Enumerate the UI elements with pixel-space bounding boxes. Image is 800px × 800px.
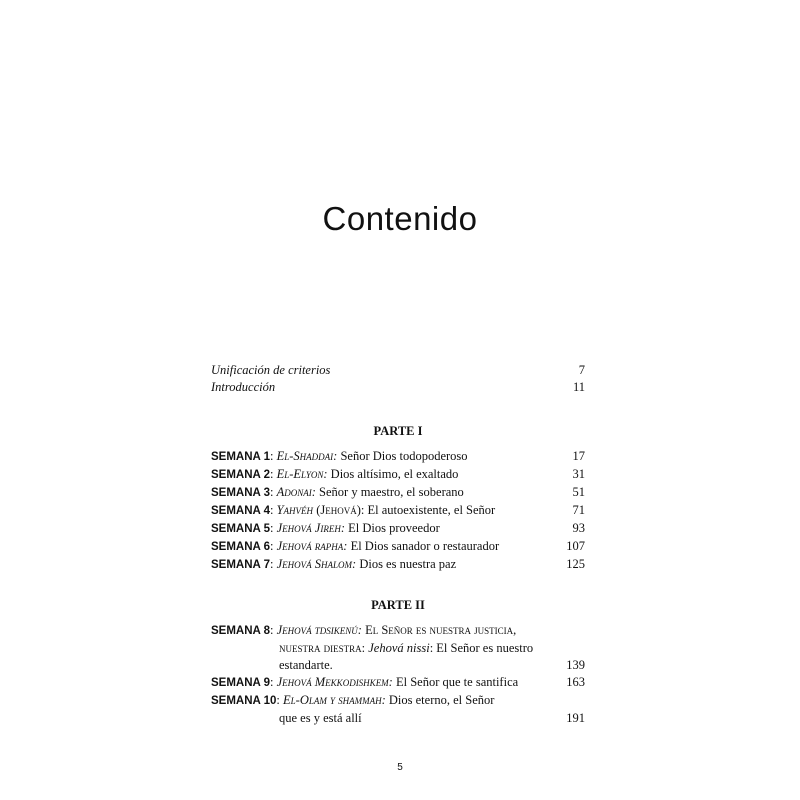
week-label: SEMANA 10 — [211, 695, 277, 707]
divine-name: Jehová Mekkodishkem: — [276, 675, 393, 689]
toc-entry[interactable] — [211, 362, 585, 379]
toc-entry-page: 163 — [566, 675, 585, 689]
toc-entry-page: 191 — [566, 711, 585, 725]
divine-name: Jehová rapha: — [276, 539, 348, 553]
toc-entry[interactable] — [211, 379, 585, 396]
toc-entry[interactable]: SEMANA 7: Jehová Shalom: Dios es nuestra paz 125 — [211, 557, 585, 571]
week-label: SEMANA 6 — [211, 541, 270, 553]
divine-name: El-Shaddai: — [276, 449, 338, 463]
week-label: SEMANA 7 — [211, 559, 270, 571]
entry-description: El Dios sanador o restaurador — [347, 539, 500, 553]
entry-description-cont: estandarte. — [279, 658, 333, 672]
entry-description-cont: que es y está allí — [279, 711, 362, 725]
toc-entry-page: 7 — [578, 363, 585, 377]
part-heading: PARTE I — [373, 424, 423, 438]
toc-entry-page: 51 — [572, 485, 585, 499]
toc-entry-page: 71 — [572, 503, 585, 517]
toc-front — [211, 362, 585, 396]
week-label: SEMANA 4 — [211, 505, 270, 517]
week-label: SEMANA 1 — [211, 451, 270, 463]
week-label: SEMANA 2 — [211, 469, 270, 481]
toc-entry[interactable]: SEMANA 10: El-Olam y shammah: Dios eterno, el Señor que es y está allí 191 — [211, 693, 585, 725]
toc-entry[interactable]: SEMANA 8: Jehová tdsikenú: El Señor es nuestra justicia, nuestra diestra: Jehová nissi: El Señor es nuestro estandarte. 139 — [211, 623, 585, 672]
entry-description-cont: nuestra diestra: — [279, 641, 369, 655]
entry-description: El Señor es nuestra justicia, — [361, 623, 517, 637]
entry-description: Dios altísimo, el exaltado — [327, 467, 459, 481]
toc-part-1 — [211, 448, 585, 574]
divine-name: El-Olam y shammah: — [283, 693, 386, 707]
week-label: SEMANA 8 — [211, 625, 270, 637]
divine-name: Yahvéh — [276, 503, 314, 517]
toc-entry-page: 17 — [572, 449, 585, 463]
toc-entry[interactable]: SEMANA 1: El-Shaddai: Señor Dios todopoderoso 17 — [211, 449, 585, 463]
toc-entry[interactable]: SEMANA 6: Jehová rapha: El Dios sanador o restaurador 107 — [211, 539, 585, 553]
toc-entry[interactable]: SEMANA 2: El-Elyon: Dios altísimo, el exaltado 31 — [211, 467, 585, 481]
toc-entry[interactable]: SEMANA 5: Jehová Jireh: El Dios proveedor 93 — [211, 521, 585, 535]
toc-entry-title: Introducción — [211, 380, 276, 394]
divine-name: Jehová Shalom: — [276, 557, 357, 571]
entry-description: : El autoexistente, el Señor — [360, 503, 496, 517]
entry-description: El Dios proveedor — [344, 521, 440, 535]
entry-description: Señor Dios todopoderoso — [337, 449, 468, 463]
toc-part-2 — [211, 622, 585, 727]
divine-name: Adonai: — [276, 485, 316, 499]
week-label: SEMANA 9 — [211, 677, 270, 689]
divine-name-paren: (Jehová) — [313, 503, 361, 517]
toc-entry-page: 31 — [572, 467, 585, 481]
entry-description: El Señor que te santifica — [392, 675, 519, 689]
toc-entry-title: Unificación de criterios — [211, 363, 331, 377]
week-label: SEMANA 3 — [211, 487, 270, 499]
toc-entry[interactable]: SEMANA 3: Adonai: Señor y maestro, el soberano 51 — [211, 485, 585, 499]
toc-entry-page: 125 — [566, 557, 585, 571]
entry-description-cont: : El Señor es nuestro — [429, 641, 534, 655]
page-title: Contenido — [322, 200, 478, 237]
week-label: SEMANA 5 — [211, 523, 270, 535]
toc-entry-page: 107 — [566, 539, 585, 553]
toc-entry-page: 93 — [572, 521, 585, 535]
part-heading: PARTE II — [371, 598, 425, 612]
entry-description: Dios es nuestra paz — [356, 557, 457, 571]
divine-name: El-Elyon: — [276, 467, 328, 481]
toc-entry-page: 139 — [566, 658, 585, 672]
toc-entry-page: 11 — [572, 380, 585, 394]
toc-entry[interactable]: SEMANA 4: Yahvéh (Jehová): El autoexistente, el Señor 71 — [211, 503, 585, 517]
divine-name: Jehová nissi — [368, 641, 430, 655]
toc-entry[interactable]: SEMANA 9: Jehová Mekkodishkem: El Señor que te santifica 163 — [211, 675, 585, 689]
entry-description: Dios eterno, el Señor — [385, 693, 495, 707]
divine-name: Jehová tdsikenú: — [276, 623, 362, 637]
entry-description: Señor y maestro, el soberano — [315, 485, 464, 499]
divine-name: Jehová Jireh: — [276, 521, 345, 535]
page-number: 5 — [397, 762, 403, 773]
